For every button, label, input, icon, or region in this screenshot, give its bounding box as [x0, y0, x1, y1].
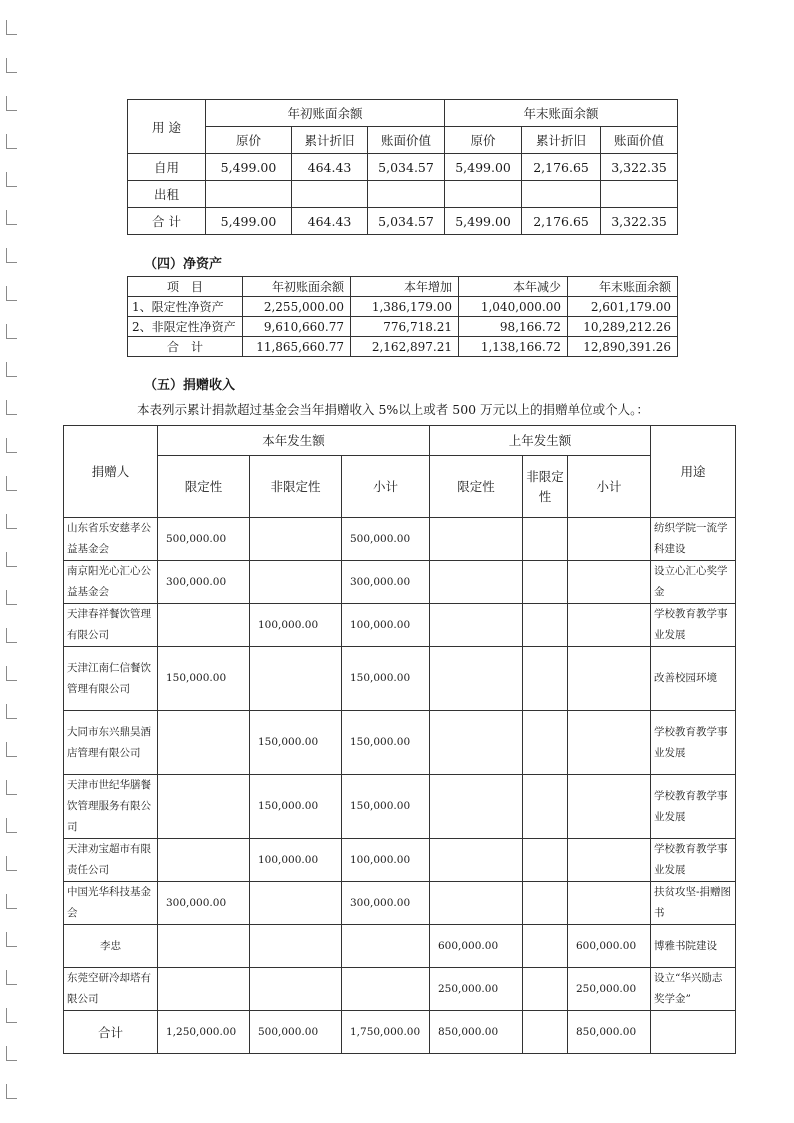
row-label: 2、非限定性净资产: [128, 317, 243, 337]
amount-cell: [158, 925, 250, 968]
header-original: 原价: [445, 127, 522, 154]
value-cell: 1,138,166.72: [459, 337, 568, 357]
amount-cell: 100,000.00: [250, 839, 342, 882]
value-cell: 464.43: [292, 208, 368, 235]
total-amount-cell: 1,250,000.00: [158, 1011, 250, 1054]
amount-cell: 300,000.00: [342, 882, 430, 925]
purpose-cell: 设立心汇心奖学金: [651, 561, 736, 604]
value-cell: 5,034.57: [368, 208, 445, 235]
amount-cell: 500,000.00: [158, 518, 250, 561]
binding-mark: [6, 248, 17, 263]
amount-cell: [430, 604, 523, 647]
amount-cell: [342, 968, 430, 1011]
header-end-balance: 年末账面余额: [445, 100, 678, 127]
value-cell: 5,034.57: [368, 154, 445, 181]
amount-cell: 500,000.00: [342, 518, 430, 561]
total-amount-cell: 850,000.00: [430, 1011, 523, 1054]
value-cell: 464.43: [292, 154, 368, 181]
purpose-cell: 扶贫攻坚-捐赠图书: [651, 882, 736, 925]
amount-cell: [250, 518, 342, 561]
binding-mark: [6, 818, 17, 833]
binding-mark: [6, 58, 17, 73]
value-cell: 2,176.65: [522, 208, 601, 235]
table-row: [64, 604, 736, 647]
amount-cell: [342, 925, 430, 968]
net-assets-table: [127, 276, 678, 357]
donor-cell: 天津市世纪华膳餐饮管理服务有限公司: [64, 775, 158, 839]
amount-cell: [430, 711, 523, 775]
amount-cell: 250,000.00: [568, 968, 651, 1011]
amount-cell: [430, 882, 523, 925]
amount-cell: [523, 711, 568, 775]
header-prior-restricted: 限定性: [430, 456, 523, 518]
value-cell: 1,386,179.00: [351, 297, 459, 317]
amount-cell: 150,000.00: [342, 647, 430, 711]
binding-mark: [6, 476, 17, 491]
donor-cell: 大同市东兴鼎昊酒店管理有限公司: [64, 711, 158, 775]
header-restricted: 限定性: [158, 456, 250, 518]
table-row: [128, 181, 678, 208]
amount-cell: [568, 604, 651, 647]
row-label: 合 计: [128, 208, 206, 235]
binding-mark: [6, 894, 17, 909]
value-cell: 5,499.00: [445, 154, 522, 181]
purpose-cell: 改善校园环境: [651, 647, 736, 711]
total-row: [64, 1011, 736, 1054]
header-prior-subtotal: 小计: [568, 456, 651, 518]
amount-cell: 600,000.00: [568, 925, 651, 968]
header-book-value: 账面价值: [601, 127, 678, 154]
amount-cell: 150,000.00: [342, 711, 430, 775]
table-row: [128, 317, 678, 337]
purpose-cell: 学校教育教学事业发展: [651, 711, 736, 775]
amount-cell: 600,000.00: [430, 925, 523, 968]
donor-cell: 天津江南仁信餐饮管理有限公司: [64, 647, 158, 711]
binding-mark: [6, 286, 17, 301]
value-cell: 11,865,660.77: [243, 337, 351, 357]
total-label: 合计: [64, 1011, 158, 1054]
donor-cell: 山东省乐安慈孝公益基金会: [64, 518, 158, 561]
binding-mark: [6, 628, 17, 643]
table-row: [64, 518, 736, 561]
purpose-cell: 学校教育教学事业发展: [651, 775, 736, 839]
total-amount-cell: 1,750,000.00: [342, 1011, 430, 1054]
table-row: [64, 561, 736, 604]
table-row: [64, 711, 736, 775]
donations-intro: 本表列示累计捐款超过基金会当年捐赠收入 5%以上或者 500 万元以上的捐赠单位或个人。：: [137, 402, 649, 417]
value-cell: 1,040,000.00: [459, 297, 568, 317]
amount-cell: [568, 561, 651, 604]
value-cell: [601, 181, 678, 208]
header-depreciation: 累计折旧: [522, 127, 601, 154]
amount-cell: [250, 925, 342, 968]
value-cell: 776,718.21: [351, 317, 459, 337]
value-cell: 2,601,179.00: [568, 297, 678, 317]
amount-cell: 150,000.00: [250, 711, 342, 775]
amount-cell: [523, 925, 568, 968]
row-label: 出租: [128, 181, 206, 208]
amount-cell: [568, 518, 651, 561]
header-original: 原价: [206, 127, 292, 154]
table-row: [64, 647, 736, 711]
value-cell: 2,162,897.21: [351, 337, 459, 357]
total-amount-cell: [523, 1011, 568, 1054]
amount-cell: [250, 882, 342, 925]
amount-cell: [523, 839, 568, 882]
total-amount-cell: 500,000.00: [250, 1011, 342, 1054]
value-cell: 9,610,660.77: [243, 317, 351, 337]
binding-mark: [6, 1084, 17, 1099]
purpose-cell: 纺织学院一流学科建设: [651, 518, 736, 561]
purpose-cell: 博雅书院建设: [651, 925, 736, 968]
amount-cell: [158, 968, 250, 1011]
binding-mark: [6, 1008, 17, 1023]
donor-cell: 天津劝宝超市有限责任公司: [64, 839, 158, 882]
binding-mark: [6, 324, 17, 339]
amount-cell: 250,000.00: [430, 968, 523, 1011]
amount-cell: [158, 775, 250, 839]
binding-mark: [6, 134, 17, 149]
row-label: 自用: [128, 154, 206, 181]
amount-cell: [523, 518, 568, 561]
table-row: [128, 208, 678, 235]
header-prior-year: 上年发生额: [430, 426, 651, 456]
binding-margin: [0, 0, 24, 1123]
amount-cell: [250, 561, 342, 604]
amount-cell: [568, 882, 651, 925]
binding-mark: [6, 172, 17, 187]
value-cell: 5,499.00: [206, 208, 292, 235]
asset-balance-table: [127, 99, 678, 235]
amount-cell: 300,000.00: [158, 882, 250, 925]
binding-mark: [6, 552, 17, 567]
column-header: 年末账面余额: [568, 277, 678, 297]
binding-mark: [6, 438, 17, 453]
value-cell: 98,166.72: [459, 317, 568, 337]
amount-cell: 150,000.00: [342, 775, 430, 839]
column-header: 年初账面余额: [243, 277, 351, 297]
section-title-donations: （五）捐赠收入: [144, 378, 236, 393]
binding-mark: [6, 400, 17, 415]
header-unrestricted: 非限定性: [250, 456, 342, 518]
amount-cell: [430, 839, 523, 882]
value-cell: 2,176.65: [522, 154, 601, 181]
amount-cell: [158, 711, 250, 775]
amount-cell: [430, 518, 523, 561]
amount-cell: [568, 647, 651, 711]
amount-cell: [523, 604, 568, 647]
binding-mark: [6, 856, 17, 871]
value-cell: 5,499.00: [206, 154, 292, 181]
value-cell: 10,289,212.26: [568, 317, 678, 337]
amount-cell: [250, 968, 342, 1011]
amount-cell: 100,000.00: [342, 604, 430, 647]
table-row: [128, 154, 678, 181]
amount-cell: [430, 647, 523, 711]
amount-cell: [523, 647, 568, 711]
value-cell: 3,322.35: [601, 154, 678, 181]
table-row: [128, 337, 678, 357]
amount-cell: [523, 882, 568, 925]
amount-cell: [250, 647, 342, 711]
header-begin-balance: 年初账面余额: [206, 100, 445, 127]
donor-cell: 李忠: [64, 925, 158, 968]
value-cell: [368, 181, 445, 208]
header-donor: 捐赠人: [64, 426, 158, 518]
table-row: [64, 839, 736, 882]
amount-cell: [523, 775, 568, 839]
binding-mark: [6, 704, 17, 719]
row-label: 合 计: [128, 337, 243, 357]
amount-cell: [158, 839, 250, 882]
header-book-value: 账面价值: [368, 127, 445, 154]
binding-mark: [6, 362, 17, 377]
binding-mark: [6, 780, 17, 795]
binding-mark: [6, 932, 17, 947]
donor-cell: 天津春祥餐饮管理有限公司: [64, 604, 158, 647]
amount-cell: [158, 604, 250, 647]
amount-cell: 100,000.00: [342, 839, 430, 882]
amount-cell: [430, 561, 523, 604]
amount-cell: 100,000.00: [250, 604, 342, 647]
donor-cell: 东莞空研冷却塔有限公司: [64, 968, 158, 1011]
binding-mark: [6, 20, 17, 35]
header-current-year: 本年发生额: [158, 426, 430, 456]
table-row: [64, 968, 736, 1011]
amount-cell: [523, 561, 568, 604]
amount-cell: 300,000.00: [342, 561, 430, 604]
amount-cell: [523, 968, 568, 1011]
value-cell: 3,322.35: [601, 208, 678, 235]
value-cell: [206, 181, 292, 208]
donor-cell: 南京阳光心汇心公益基金会: [64, 561, 158, 604]
value-cell: [292, 181, 368, 208]
table-row: [128, 297, 678, 317]
donor-cell: 中国光华科技基金会: [64, 882, 158, 925]
amount-cell: 150,000.00: [158, 647, 250, 711]
amount-cell: [568, 711, 651, 775]
purpose-cell: 设立“华兴励志奖学金”: [651, 968, 736, 1011]
binding-mark: [6, 666, 17, 681]
header-prior-unrestricted: 非限定性: [523, 456, 568, 518]
table-row: [64, 882, 736, 925]
binding-mark: [6, 96, 17, 111]
header-depreciation: 累计折旧: [292, 127, 368, 154]
amount-cell: 300,000.00: [158, 561, 250, 604]
value-cell: 5,499.00: [445, 208, 522, 235]
value-cell: [445, 181, 522, 208]
table-row: [64, 925, 736, 968]
amount-cell: [568, 775, 651, 839]
column-header: 本年增加: [351, 277, 459, 297]
section-title-net-assets: （四）净资产: [144, 257, 223, 272]
header-purpose: 用 途: [128, 100, 206, 154]
purpose-cell: [651, 1011, 736, 1054]
header-subtotal: 小计: [342, 456, 430, 518]
binding-mark: [6, 742, 17, 757]
binding-mark: [6, 590, 17, 605]
total-amount-cell: 850,000.00: [568, 1011, 651, 1054]
amount-cell: 150,000.00: [250, 775, 342, 839]
header-row: [128, 277, 678, 297]
amount-cell: [568, 839, 651, 882]
amount-cell: [430, 775, 523, 839]
column-header: 本年减少: [459, 277, 568, 297]
purpose-cell: 学校教育教学事业发展: [651, 604, 736, 647]
binding-mark: [6, 514, 17, 529]
binding-mark: [6, 1046, 17, 1061]
purpose-cell: 学校教育教学事业发展: [651, 839, 736, 882]
value-cell: 2,255,000.00: [243, 297, 351, 317]
column-header: 项 目: [128, 277, 243, 297]
value-cell: 12,890,391.26: [568, 337, 678, 357]
donations-table: [63, 425, 736, 1054]
binding-mark: [6, 970, 17, 985]
binding-mark: [6, 210, 17, 225]
table-row: [64, 775, 736, 839]
value-cell: [522, 181, 601, 208]
header-purpose: 用途: [651, 426, 736, 518]
row-label: 1、限定性净资产: [128, 297, 243, 317]
